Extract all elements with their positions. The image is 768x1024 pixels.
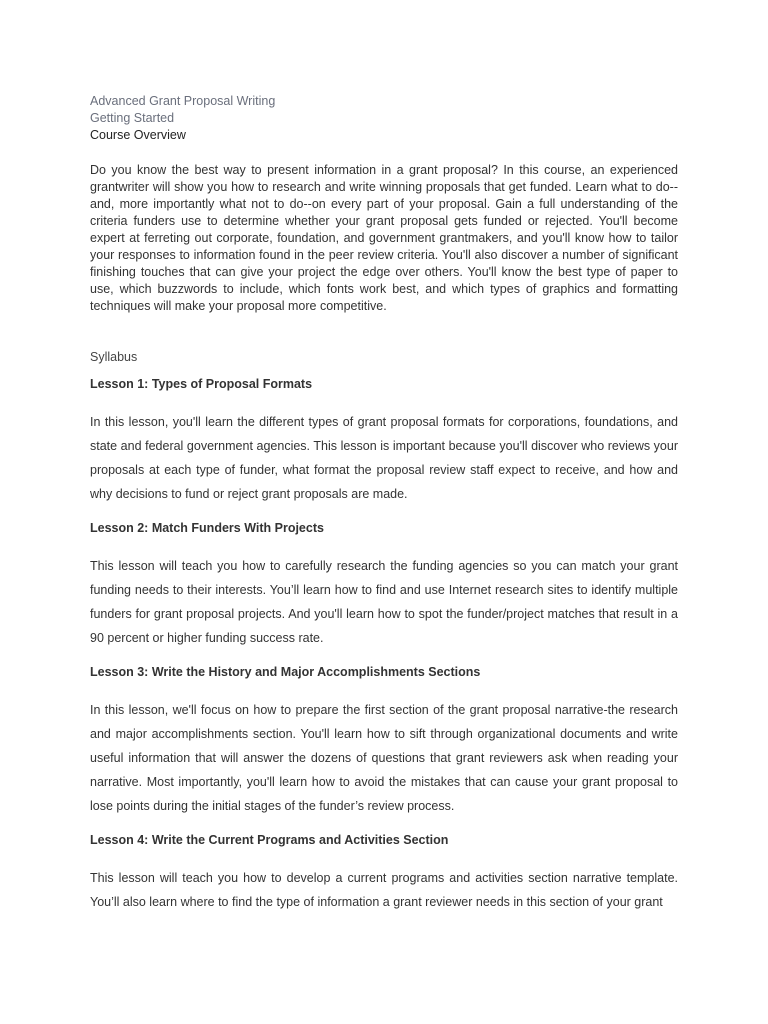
lesson-1 <box>90 376 678 506</box>
lesson-3 <box>90 664 678 818</box>
lesson-title: Lesson 3: Write the History and Major Accomplishments Sections <box>90 665 481 679</box>
lesson-body: This lesson will teach you how to develop a current programs and activities section narrative template. You’ll also learn where to find the type of information a grant reviewer needs in this section of your grant <box>90 871 678 909</box>
breadcrumb-section: Getting Started <box>90 111 175 125</box>
lesson-title: Lesson 2: Match Funders With Projects <box>90 521 324 535</box>
course-overview-paragraph: Do you know the best way to present information in a grant proposal? In this course, an experienced grantwriter will show you how to research and write winning proposals that get funded. Learn what to do--and, more importantly what not to do--on every part of your proposal. Gain a full understanding of the criteria funders use to determine whether your grant proposal gets funded or rejected. You'll become expert at ferreting out corporate, foundation, and government grantmakers, and you'll know how to tailor your responses to information found in the peer review criteria. You'll also discover a number of significant finishing touches that can give your project the edge over others. You'll know the best type of paper to use, which buzzwords to include, which fonts work best, and which types of graphics and formatting techniques will make your proposal more competitive. <box>90 163 678 313</box>
lesson-body: In this lesson, we'll focus on how to prepare the first section of the grant proposal narrative-the research and major accomplishments section. You'll learn how to sift through organizational documents and write useful information that will answer the dozens of questions that grant reviewers ask when reading your narrative. Most importantly, you'll learn how to avoid the mistakes that can cause your grant proposal to lose points during the initial stages of the funder’s review process. <box>90 703 678 813</box>
lesson-title: Lesson 1: Types of Proposal Formats <box>90 377 313 391</box>
lesson-2 <box>90 520 678 650</box>
lesson-4 <box>90 832 678 914</box>
lesson-body: This lesson will teach you how to carefully research the funding agencies so you can match your grant funding needs to their interests. You’ll learn how to find and use Internet research sites to identify multiple funders for grant proposal projects. And you'll learn how to spot the funder/project matches that result in a 90 percent or higher funding success rate. <box>90 559 678 645</box>
breadcrumb-course: Advanced Grant Proposal Writing <box>90 94 276 108</box>
lesson-title: Lesson 4: Write the Current Programs and Activities Section <box>90 833 449 847</box>
page-title: Course Overview <box>90 128 186 142</box>
lesson-body: In this lesson, you'll learn the different types of grant proposal formats for corporations, foundations, and state and federal government agencies. This lesson is important because you'll discover who reviews your proposals at each type of funder, what format the proposal review staff expect to receive, and how and why decisions to fund or reject grant proposals are made. <box>90 415 678 501</box>
syllabus-heading: Syllabus <box>90 350 138 364</box>
